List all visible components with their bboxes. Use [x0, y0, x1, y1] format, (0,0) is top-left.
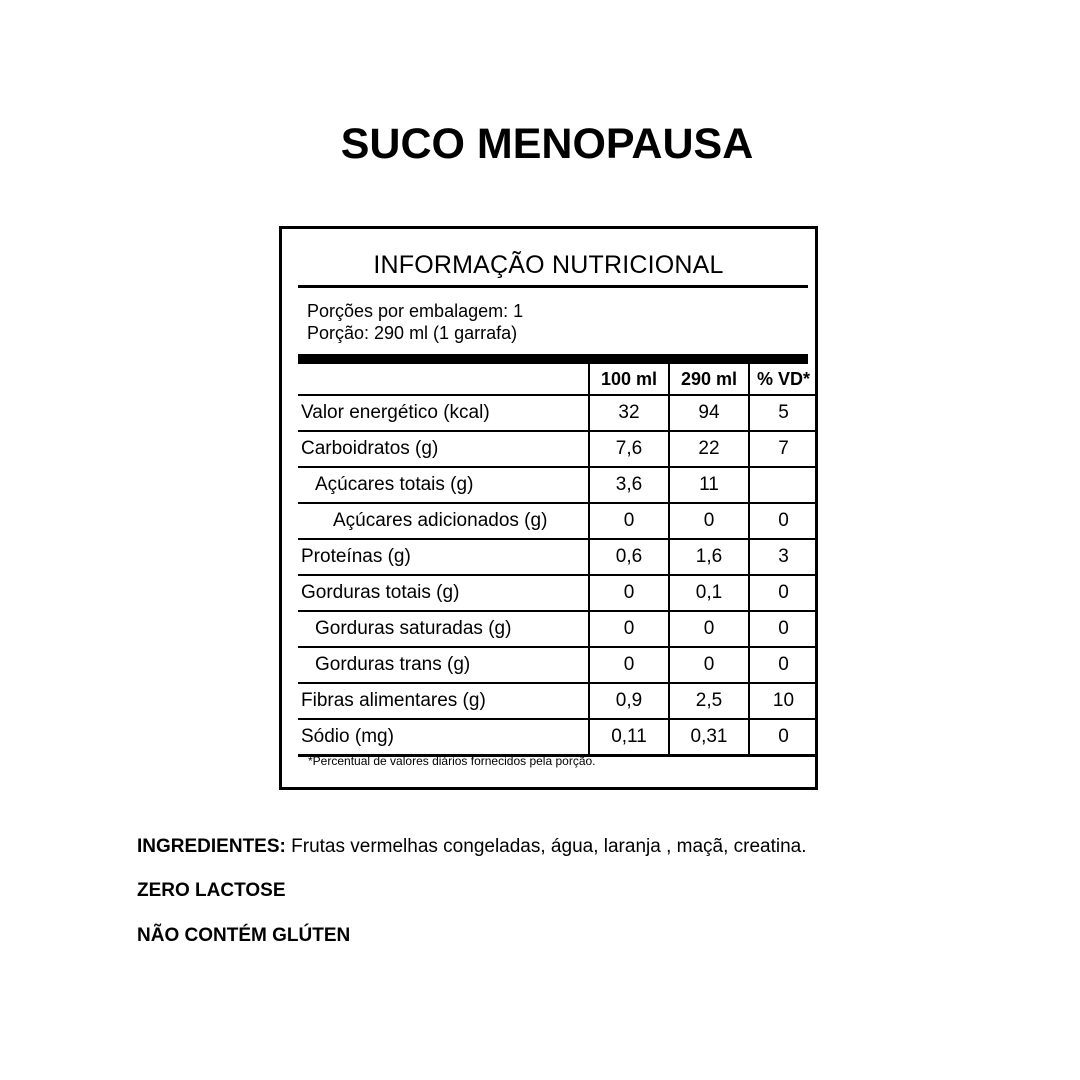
table-row	[298, 683, 817, 719]
value-per-100ml: 7,6	[589, 431, 669, 467]
nutrient-name: Valor energético (kcal)	[298, 395, 589, 431]
value-daily-value: 5	[749, 395, 817, 431]
zero-lactose-claim: ZERO LACTOSE	[137, 880, 286, 901]
value-per-290ml: 0	[669, 611, 749, 647]
nutrition-heading: INFORMAÇÃO NUTRICIONAL	[373, 251, 724, 279]
value-daily-value: 0	[749, 719, 817, 756]
ingredients-line	[137, 836, 807, 858]
value-per-100ml: 0,11	[589, 719, 669, 756]
value-per-100ml: 0	[589, 611, 669, 647]
nutrient-name: Açúcares totais (g)	[298, 467, 589, 503]
header-daily-value: % VD*	[749, 364, 817, 395]
table-row	[298, 503, 817, 539]
serving-info	[307, 300, 523, 344]
nutrient-name: Gorduras trans (g)	[298, 647, 589, 683]
value-daily-value: 0	[749, 611, 817, 647]
value-per-100ml: 3,6	[589, 467, 669, 503]
value-per-290ml: 2,5	[669, 683, 749, 719]
value-daily-value: 0	[749, 647, 817, 683]
nutrient-name: Carboidratos (g)	[298, 431, 589, 467]
table-row	[298, 395, 817, 431]
value-daily-value: 3	[749, 539, 817, 575]
value-per-100ml: 32	[589, 395, 669, 431]
nutrient-name: Proteínas (g)	[298, 539, 589, 575]
value-per-290ml: 11	[669, 467, 749, 503]
table-row	[298, 647, 817, 683]
value-per-290ml: 0	[669, 647, 749, 683]
value-daily-value	[749, 467, 817, 503]
table-row	[298, 467, 817, 503]
nutrient-table	[298, 364, 817, 757]
table-row	[298, 719, 817, 756]
value-daily-value: 7	[749, 431, 817, 467]
value-per-100ml: 0	[589, 503, 669, 539]
value-per-290ml: 1,6	[669, 539, 749, 575]
value-daily-value: 0	[749, 575, 817, 611]
value-per-100ml: 0,6	[589, 539, 669, 575]
value-per-290ml: 0,1	[669, 575, 749, 611]
value-per-100ml: 0,9	[589, 683, 669, 719]
value-per-290ml: 94	[669, 395, 749, 431]
value-per-290ml: 0	[669, 503, 749, 539]
value-per-290ml: 22	[669, 431, 749, 467]
value-per-100ml: 0	[589, 647, 669, 683]
nutrient-name: Gorduras totais (g)	[298, 575, 589, 611]
table-row	[298, 539, 817, 575]
header-per-100ml: 100 ml	[589, 364, 669, 395]
table-row	[298, 575, 817, 611]
heading-divider	[298, 285, 808, 288]
table-header-row	[298, 364, 817, 395]
value-per-290ml: 0,31	[669, 719, 749, 756]
table-row	[298, 431, 817, 467]
ingredients-text: Frutas vermelhas congeladas, água, laranja , maçã, creatina.	[285, 836, 807, 857]
nutrient-name: Açúcares adicionados (g)	[298, 503, 589, 539]
serving-size: Porção: 290 ml (1 garrafa)	[307, 323, 518, 343]
value-per-100ml: 0	[589, 575, 669, 611]
thick-divider	[298, 354, 808, 364]
nutrient-name: Sódio (mg)	[298, 719, 589, 756]
table-footnote: *Percentual de valores diários fornecidos pela porção.	[308, 754, 596, 768]
nutrient-name: Gorduras saturadas (g)	[298, 611, 589, 647]
value-daily-value: 10	[749, 683, 817, 719]
nutrition-facts-panel	[279, 226, 818, 790]
nutrient-name: Fibras alimentares (g)	[298, 683, 589, 719]
servings-per-package: Porções por embalagem: 1	[307, 301, 524, 321]
ingredients-label: INGREDIENTES:	[137, 836, 286, 857]
value-daily-value: 0	[749, 503, 817, 539]
header-nutrient	[298, 364, 589, 395]
product-title: SUCO MENOPAUSA	[340, 120, 754, 168]
table-row	[298, 611, 817, 647]
header-per-290ml: 290 ml	[669, 364, 749, 395]
gluten-free-claim: NÃO CONTÉM GLÚTEN	[137, 925, 351, 946]
